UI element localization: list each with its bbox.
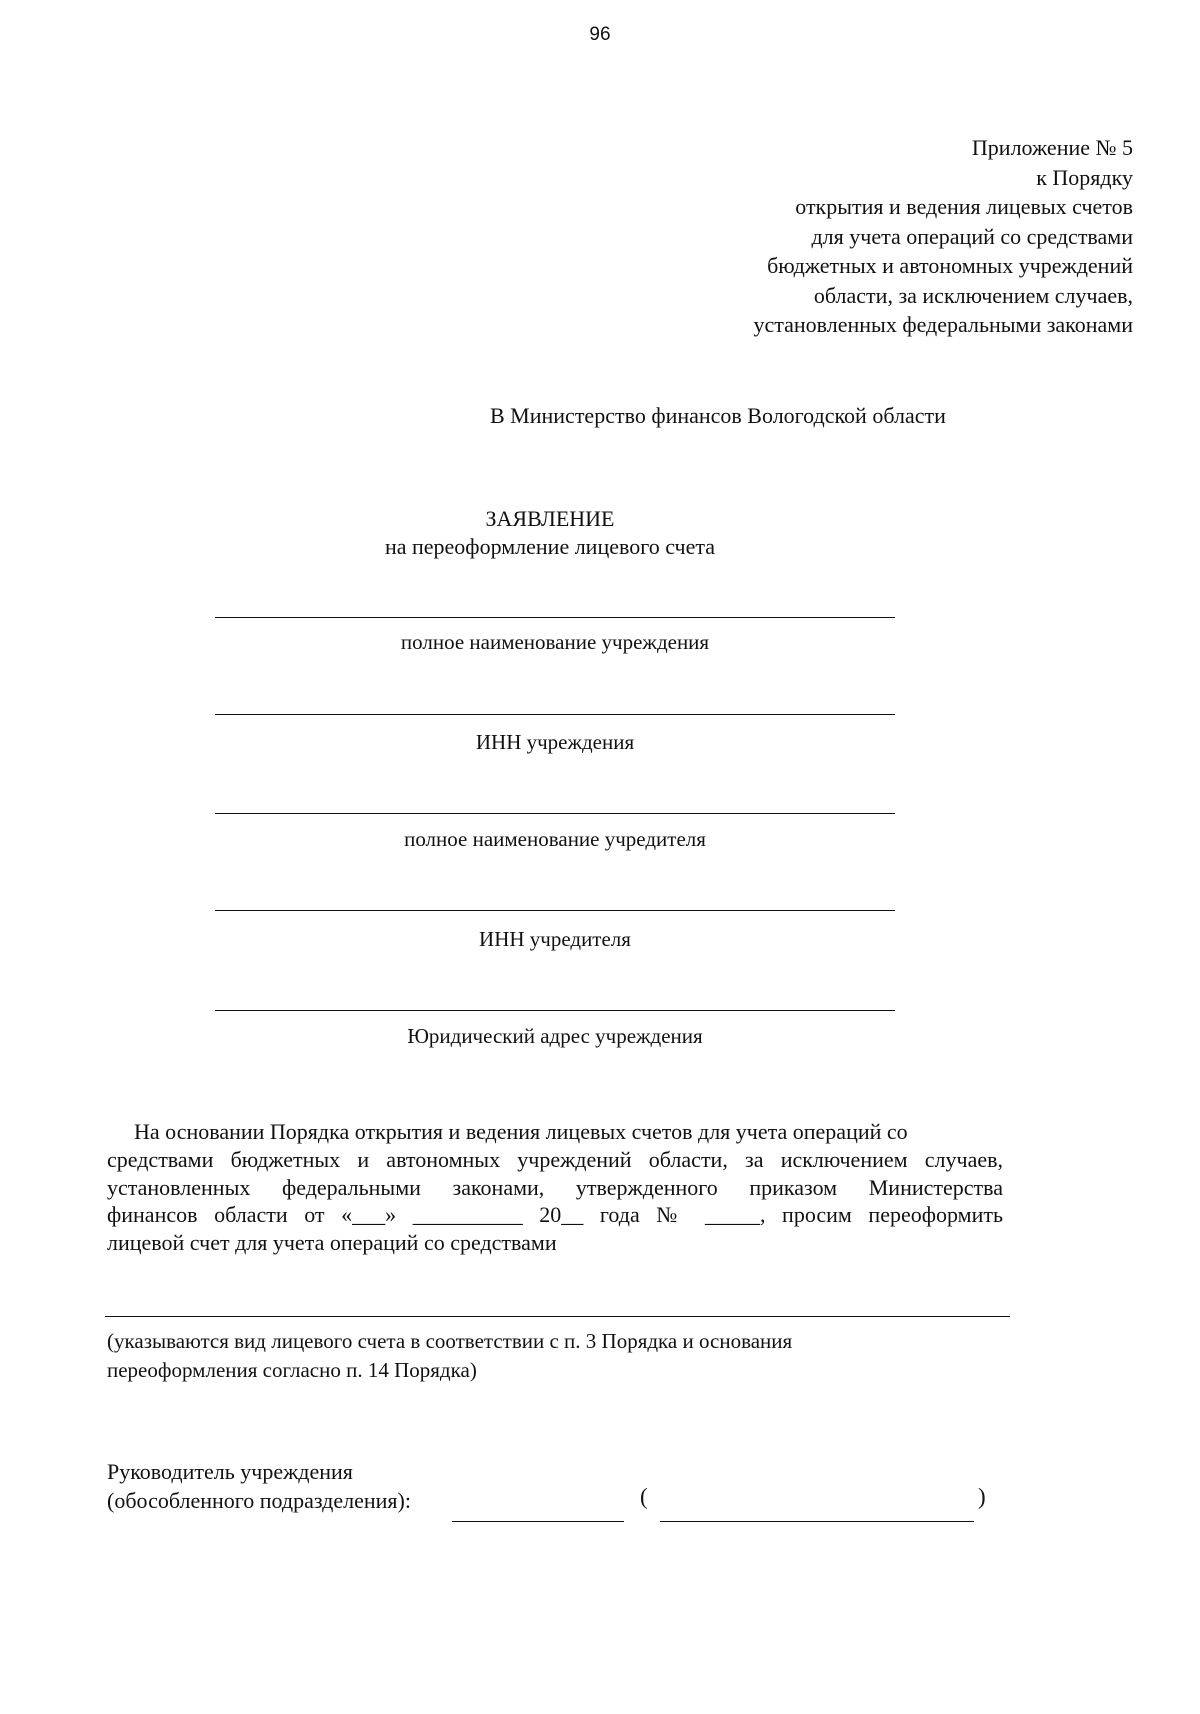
body-line: финансов области от «___» __________ 20__ года № _____, просим переоформить: [107, 1202, 1003, 1228]
appendix-reference: [753, 133, 1133, 340]
institution-name-caption: полное наименование учреждения: [400, 630, 710, 654]
body-line: лицевой счет для учета операций со средствами: [107, 1230, 557, 1256]
legal-address-caption: Юридический адрес учреждения: [407, 1024, 703, 1048]
name-decoding-line[interactable]: [660, 1521, 974, 1522]
account-type-line[interactable]: [105, 1316, 1010, 1317]
document-title: ЗАЯВЛЕНИЕ: [485, 506, 615, 531]
body-line: На основании Порядка открытия и ведения лицевых счетов для учета операций со: [134, 1119, 908, 1144]
signer-block: [107, 1457, 411, 1515]
document-subtitle: на переоформление лицевого счета: [384, 534, 716, 559]
signature-line[interactable]: [452, 1521, 624, 1522]
appendix-line: открытия и ведения лицевых счетов: [795, 194, 1133, 219]
close-paren: ): [978, 1484, 986, 1509]
title-block: [330, 505, 770, 561]
note-line: (указываются вид лицевого счета в соответствии с п. 3 Порядка и основания: [107, 1329, 793, 1353]
application-body: [107, 1118, 1003, 1257]
page-number: 96: [589, 24, 611, 45]
body-line: средствами бюджетных и автономных учреждений области, за исключением случаев,: [107, 1146, 1003, 1172]
institution-name-line[interactable]: [215, 617, 895, 618]
note-line: переоформления согласно п. 14 Порядка): [107, 1358, 477, 1382]
open-paren: (: [640, 1484, 648, 1509]
appendix-line: Приложение № 5: [971, 135, 1133, 160]
institution-inn-line[interactable]: [215, 714, 895, 715]
founder-name-caption: полное наименование учредителя: [404, 827, 706, 851]
legal-address-line[interactable]: [215, 1010, 895, 1011]
appendix-line: области, за исключением случаев,: [813, 282, 1133, 308]
appendix-line: установленных федеральными законами: [753, 312, 1133, 337]
appendix-line: бюджетных и автономных учреждений: [767, 253, 1133, 278]
institution-inn-caption: ИНН учреждения: [475, 730, 635, 754]
founder-name-line[interactable]: [215, 813, 895, 814]
founder-inn-caption: ИНН учредителя: [479, 927, 631, 951]
signer-title: Руководитель учреждения: [107, 1459, 353, 1484]
appendix-line: к Порядку: [1036, 164, 1133, 190]
founder-inn-line[interactable]: [215, 910, 895, 911]
body-line: установленных федеральными законами, утвержденного приказом Министерства: [107, 1174, 1003, 1200]
recipient: В Министерство финансов Вологодской области: [490, 403, 946, 428]
signer-subtitle: (обособленного подразделения):: [107, 1488, 411, 1513]
account-type-note: [107, 1327, 927, 1385]
appendix-line: для учета операций со средствами: [811, 223, 1133, 249]
